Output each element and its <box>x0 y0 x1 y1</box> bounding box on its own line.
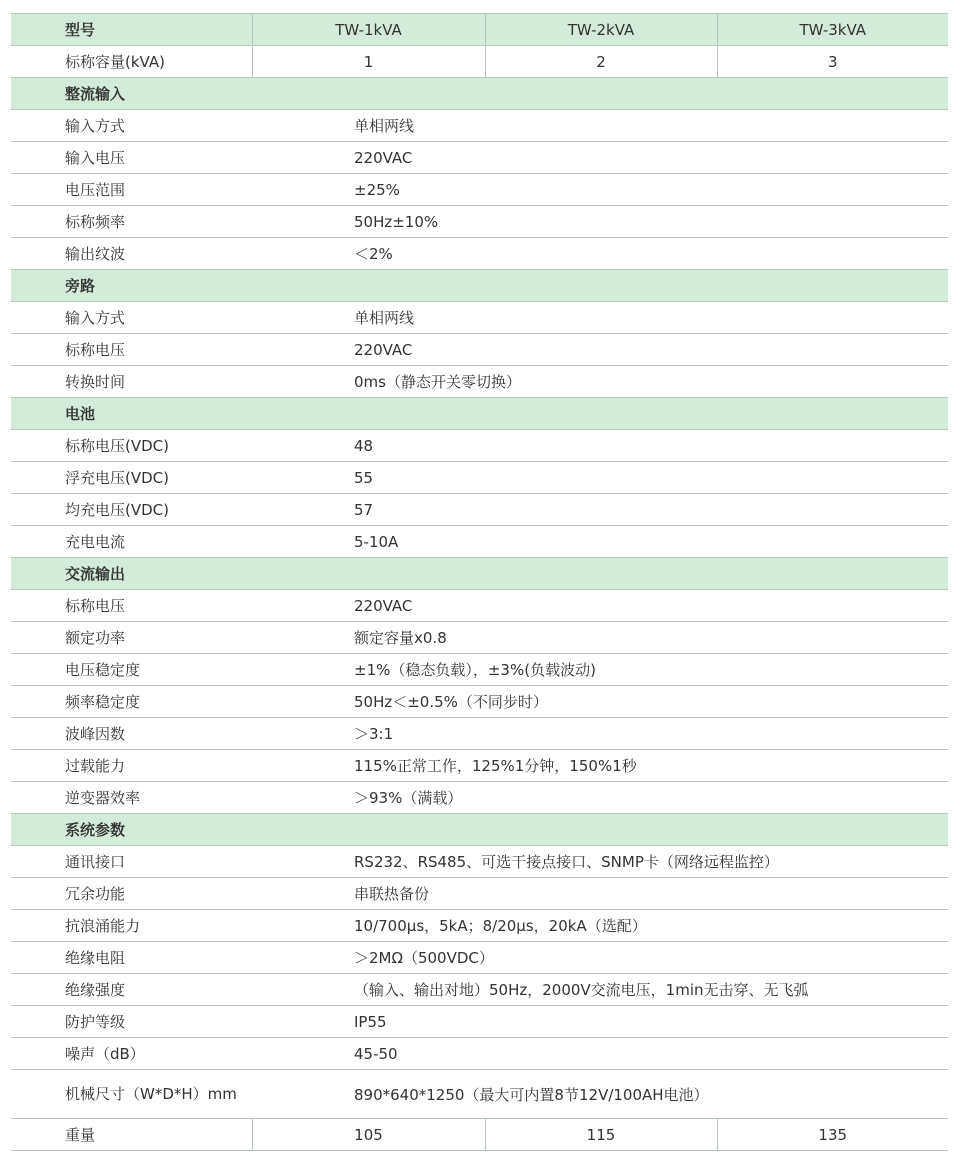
capacity-value: 2 <box>485 46 717 78</box>
spec-row <box>11 526 948 558</box>
spec-row <box>11 654 948 686</box>
spec-value: 220VAC <box>252 142 948 174</box>
spec-label: 浮充电压(VDC) <box>11 462 252 494</box>
spec-label: 输入电压 <box>11 142 252 174</box>
spec-label: 频率稳定度 <box>11 686 252 718</box>
model-name: TW-3kVA <box>717 14 948 46</box>
spec-row <box>11 1070 948 1119</box>
spec-value: 890*640*1250（最大可内置8节12V/100AH电池） <box>252 1070 948 1119</box>
spec-label: 冗余功能 <box>11 878 252 910</box>
spec-value: 50Hz±10% <box>252 206 948 238</box>
spec-row <box>11 142 948 174</box>
spec-row <box>11 974 948 1006</box>
spec-label: 输出纹波 <box>11 238 252 270</box>
spec-label: 噪声（dB） <box>11 1038 252 1070</box>
model-header-label: 型号 <box>11 14 252 46</box>
spec-label: 均充电压(VDC) <box>11 494 252 526</box>
capacity-row <box>11 46 948 78</box>
spec-value: 50Hz＜±0.5%（不同步时） <box>252 686 948 718</box>
spec-value: ＞3:1 <box>252 718 948 750</box>
weight-label: 重量 <box>11 1119 252 1151</box>
spec-value: 55 <box>252 462 948 494</box>
spec-label: 机械尺寸（W*D*H）mm <box>11 1070 252 1119</box>
spec-row <box>11 1006 948 1038</box>
spec-label: 绝缘强度 <box>11 974 252 1006</box>
weight-value: 115 <box>485 1119 717 1151</box>
spec-table <box>11 13 948 1151</box>
spec-label: 标称频率 <box>11 206 252 238</box>
spec-value: ±1%（稳态负载），±3%(负载波动) <box>252 654 948 686</box>
spec-row <box>11 590 948 622</box>
model-header-row <box>11 14 948 46</box>
spec-label: 标称电压 <box>11 590 252 622</box>
spec-row <box>11 942 948 974</box>
spec-value: IP55 <box>252 1006 948 1038</box>
spec-value: ＞93%（满载） <box>252 782 948 814</box>
spec-row <box>11 206 948 238</box>
section-header-row <box>11 78 948 110</box>
spec-label: 通讯接口 <box>11 846 252 878</box>
capacity-value: 3 <box>717 46 948 78</box>
spec-value: 220VAC <box>252 334 948 366</box>
spec-row <box>11 174 948 206</box>
section-header-row <box>11 558 948 590</box>
spec-label: 绝缘电阻 <box>11 942 252 974</box>
spec-row <box>11 110 948 142</box>
spec-label: 标称电压(VDC) <box>11 430 252 462</box>
capacity-value: 1 <box>252 46 485 78</box>
spec-label: 充电电流 <box>11 526 252 558</box>
spec-row <box>11 878 948 910</box>
spec-label: 转换时间 <box>11 366 252 398</box>
spec-value: 48 <box>252 430 948 462</box>
spec-row <box>11 430 948 462</box>
spec-row <box>11 846 948 878</box>
section-header-row <box>11 398 948 430</box>
section-title: 系统参数 <box>11 814 948 846</box>
spec-row <box>11 622 948 654</box>
spec-value: 单相两线 <box>252 302 948 334</box>
spec-row <box>11 686 948 718</box>
section-title: 旁路 <box>11 270 948 302</box>
spec-value: 5-10A <box>252 526 948 558</box>
spec-value: ＜2% <box>252 238 948 270</box>
section-title: 交流输出 <box>11 558 948 590</box>
spec-row <box>11 750 948 782</box>
spec-value: 115%正常工作，125%1分钟，150%1秒 <box>252 750 948 782</box>
spec-label: 输入方式 <box>11 110 252 142</box>
spec-label: 抗浪涌能力 <box>11 910 252 942</box>
spec-label: 过载能力 <box>11 750 252 782</box>
spec-row <box>11 910 948 942</box>
section-title: 电池 <box>11 398 948 430</box>
spec-label: 防护等级 <box>11 1006 252 1038</box>
spec-row <box>11 718 948 750</box>
section-header-row <box>11 270 948 302</box>
spec-value: ＞2MΩ（500VDC） <box>252 942 948 974</box>
spec-value: 220VAC <box>252 590 948 622</box>
model-name: TW-2kVA <box>485 14 717 46</box>
spec-value: ±25% <box>252 174 948 206</box>
spec-row <box>11 462 948 494</box>
weight-value: 135 <box>717 1119 948 1151</box>
spec-label: 额定功率 <box>11 622 252 654</box>
spec-label: 逆变器效率 <box>11 782 252 814</box>
spec-label: 标称电压 <box>11 334 252 366</box>
spec-row <box>11 1038 948 1070</box>
spec-row <box>11 782 948 814</box>
spec-row <box>11 238 948 270</box>
spec-row <box>11 302 948 334</box>
model-name: TW-1kVA <box>252 14 485 46</box>
spec-value: RS232、RS485、可选干接点接口、SNMP卡（网络远程监控） <box>252 846 948 878</box>
spec-row <box>11 494 948 526</box>
spec-value: 10/700μs，5kA；8/20μs，20kA（选配） <box>252 910 948 942</box>
section-title: 整流输入 <box>11 78 948 110</box>
spec-value: 57 <box>252 494 948 526</box>
spec-value: 45-50 <box>252 1038 948 1070</box>
spec-label: 电压稳定度 <box>11 654 252 686</box>
spec-value: 串联热备份 <box>252 878 948 910</box>
spec-row <box>11 366 948 398</box>
spec-label: 波峰因数 <box>11 718 252 750</box>
weight-value: 105 <box>252 1119 485 1151</box>
weight-row <box>11 1119 948 1151</box>
capacity-label: 标称容量(kVA) <box>11 46 252 78</box>
spec-value: 0ms（静态开关零切换） <box>252 366 948 398</box>
spec-row <box>11 334 948 366</box>
spec-value: 单相两线 <box>252 110 948 142</box>
section-header-row <box>11 814 948 846</box>
spec-label: 输入方式 <box>11 302 252 334</box>
spec-label: 电压范围 <box>11 174 252 206</box>
spec-value: 额定容量x0.8 <box>252 622 948 654</box>
spec-value: （输入、输出对地）50Hz，2000V交流电压，1min无击穿、无飞弧 <box>252 974 948 1006</box>
